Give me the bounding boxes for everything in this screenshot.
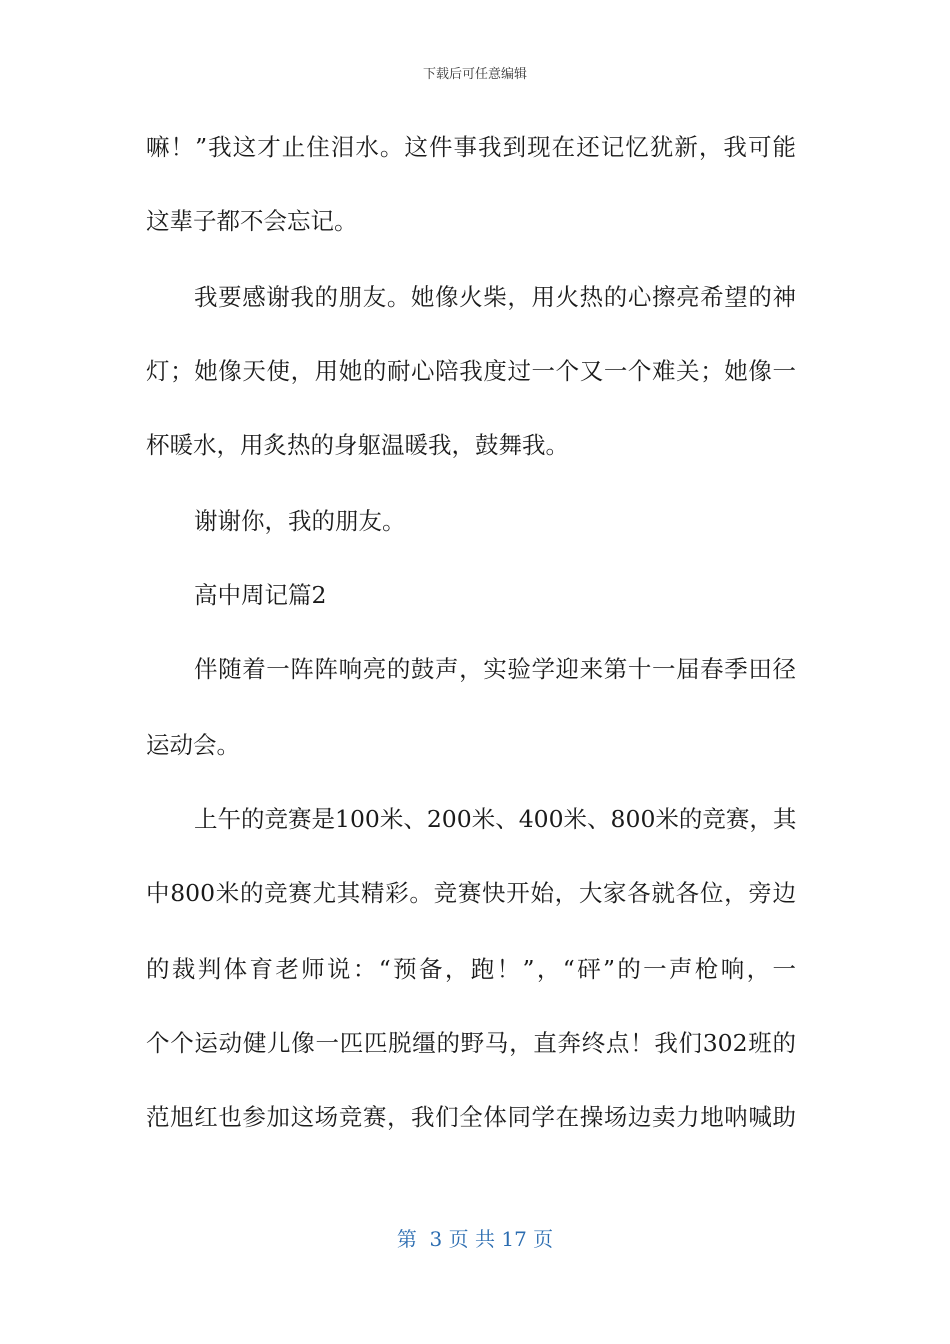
text-line: 灯；她像天使，用她的耐心陪我度过一个又一个难关；她像一 xyxy=(146,357,796,385)
page-header: 下载后可任意编辑 xyxy=(422,67,527,82)
text-line: 杯暖水，用炙热的身躯温暖我，鼓舞我。 xyxy=(146,431,569,459)
text-line: 运动会。 xyxy=(146,731,240,759)
text-line: 上午的竞赛是100米、200米、400米、800米的竞赛，其 xyxy=(194,805,797,833)
text-line: 伴随着一阵阵响亮的鼓声，实验学迎来第十一届春季田径 xyxy=(194,655,796,683)
text-line: 谢谢你，我的朋友。 xyxy=(194,507,406,535)
page-number: 第 3 页 共 17 页 xyxy=(396,1227,554,1251)
section-heading: 高中周记篇2 xyxy=(194,581,327,609)
text-line: 我要感谢我的朋友。她像火柴，用火热的心擦亮希望的神 xyxy=(194,283,796,311)
text-line: 范旭红也参加这场竞赛，我们全体同学在操场边卖力地呐喊助 xyxy=(146,1103,796,1131)
text-line: 的裁判体育老师说：“预备，跑！”，“砰”的一声枪响，一 xyxy=(146,955,796,983)
text-line: 这辈子都不会忘记。 xyxy=(146,207,358,235)
text-line: 中800米的竞赛尤其精彩。竞赛快开始，大家各就各位，旁边 xyxy=(146,879,796,907)
text-line: 个个运动健儿像一匹匹脱缰的野马，直奔终点！我们302班的 xyxy=(146,1029,796,1057)
text-line: 嘛！”我这才止住泪水。这件事我到现在还记忆犹新，我可能 xyxy=(146,133,796,161)
